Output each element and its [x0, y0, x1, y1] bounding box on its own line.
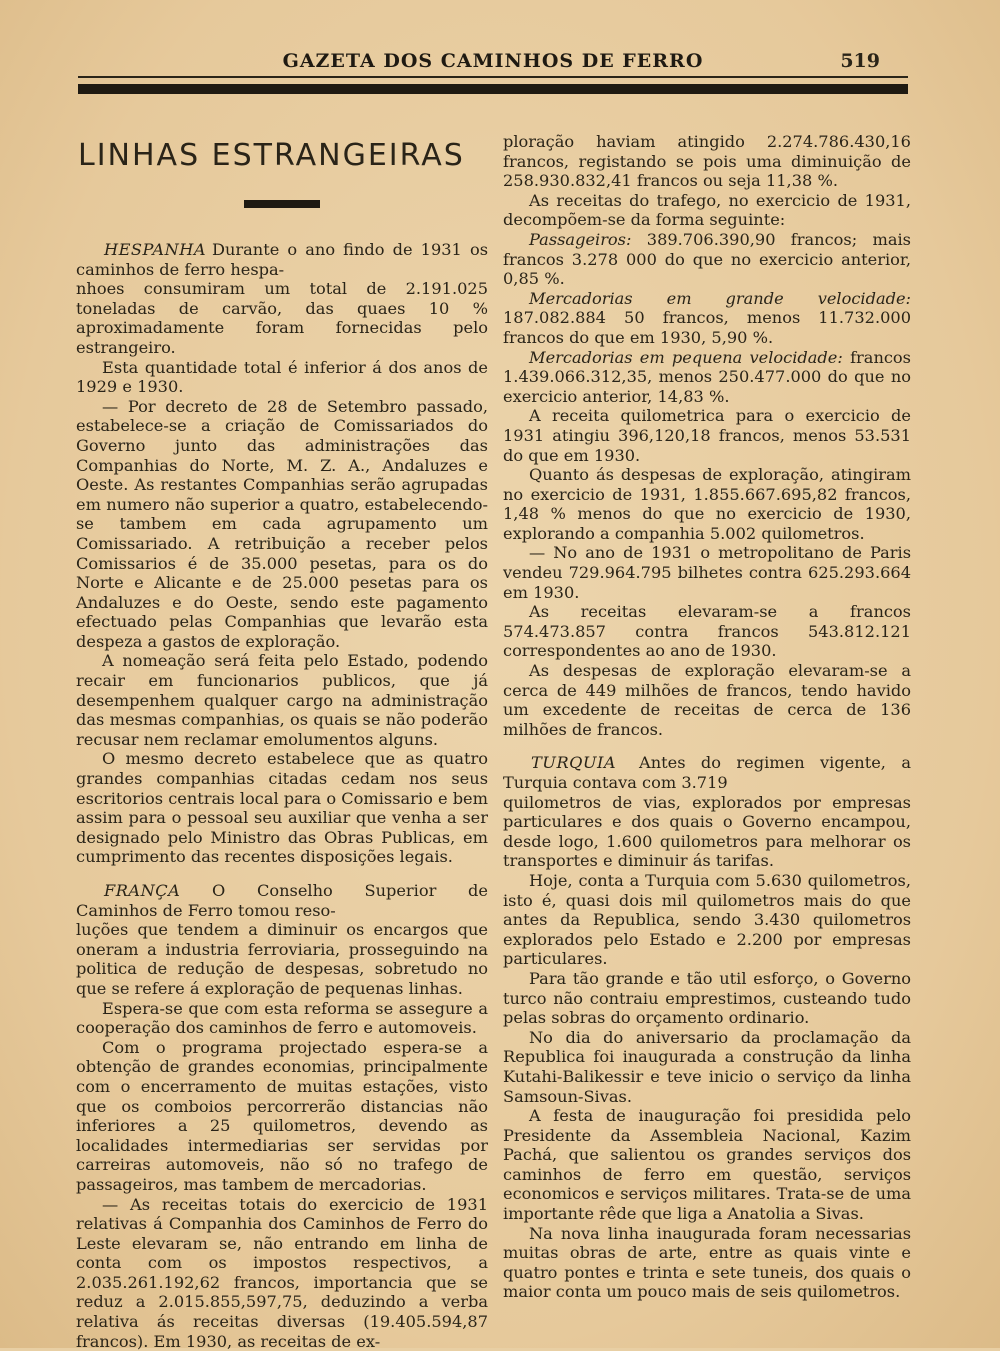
franca-p8: — No ano de 1931 o metropolitano de Paris vendeu 729.964.795 bilhetes contra 625.293.664 em 1930. — [503, 543, 911, 602]
section-hespanha — [76, 240, 488, 867]
turquia-p4: No dia do aniversario da proclamação da Republica foi inaugurada a construção da linha Kutahi-Balikessir e teve inicio o serviço da linha Samsoun-Sivas. — [503, 1028, 911, 1106]
country-label-hespanha: HESPANHA — [76, 240, 212, 260]
franca-p4: — As receitas totais do exercicio de 1931 relativas á Companhia dos Caminhos de Ferro do Leste elevaram se, não entrando em linha de conta com os impostos respectivos, a 2.035.261.192,62 francos, importancia que se reduz a 2.015.855,597,75, deduzindo a verba relativa ás receitas diversas (19.405.594,87 francos). Em 1930, as receitas de ex- — [76, 1195, 488, 1351]
turquia-p1-b: quilometros de vias, explorados por empresas particulares e dos quais o Governo encampou, desde logo, 1.600 quilometros para melhorar os transportes e diminuir ás tarifas. — [503, 793, 911, 871]
turquia-p5: A festa de inauguração foi presidida pelo Presidente da Assembleia Nacional, Kazim Pachá, que salientou os grandes serviços dos caminhos de ferro em questão, serviços economicos e serviços militares. Trata-se de uma importante rêde que liga a Anatolia a Sivas. — [503, 1106, 911, 1224]
franca-p3: Com o programa projectado espera-se a obtenção de grandes economias, principalmente com o encerramento de muitas estações, visto que os comboios percorrerão distancias não inferiores a 25 quilometros, devendo as localidades intermediarias ser servidas por carreiras automoveis, não só no trafego de passageiros, mas tambem de mercadorias. — [76, 1038, 488, 1195]
franca-p6: A receita quilometrica para o exercicio de 1931 atingiu 396,120,18 francos, menos 53.531 do que em 1930. — [503, 406, 911, 465]
hespanha-p1-b: nhoes consumiram um total de 2.191.025 toneladas de carvão, das quaes 10 % aproximadamente foram fornecidas pelo estrangeiro. — [76, 279, 488, 357]
section-turquia — [503, 753, 911, 1302]
turquia-p2: Hoje, conta a Turquia com 5.630 quilometros, isto é, quasi dois mil quilometros mais do que antes da Republica, sendo 3.430 quilometros explorados pelo Estado e 2.200 por empresas particulares. — [503, 871, 911, 969]
grande-velocidade-text: 187.082.884 50 francos, menos 11.732.000 francos do que em 1930, 5,90 %. — [503, 308, 911, 347]
turquia-p6: Na nova linha inaugurada foram necessarias muitas obras de arte, entre as quais vinte e quatro pontes e trinta e sete tuneis, dos quais o maior conta um pouco mais de seis quilometros. — [503, 1224, 911, 1302]
right-column — [503, 132, 911, 1302]
pequena-velocidade-label: Mercadorias em pequena velocidade: — [529, 348, 843, 367]
left-column — [76, 128, 488, 1351]
header-rule-thin — [78, 76, 908, 78]
title-ornament-bar — [244, 200, 320, 208]
franca-p1-a: O Conselho Superior de Caminhos de Ferro tomou reso- — [76, 881, 488, 920]
hespanha-p5: O mesmo decreto estabelece que as quatro grandes companhias citadas cedam nos seus escritorios centrais local para o Comissario e bem assim para o pessoal seu auxiliar que venha a ser designado pelo Ministro das Obras Publicas, em cumprimento das recentes disposições legais. — [76, 749, 488, 867]
pequena-velocidade-text: francos 1.439.066.312,35, menos 250.477.000 do que no exercicio anterior, 14,83 %. — [503, 348, 911, 406]
franca-p10: As despesas de exploração elevaram-se a cerca de 449 milhões de francos, tendo havido um excedente de receitas de cerca de 136 milhões de francos. — [503, 661, 911, 739]
header-rule-thick — [78, 84, 908, 94]
hespanha-p1-a: Durante o ano findo de 1931 os caminhos de ferro hespa- — [76, 240, 488, 279]
franca-p7: Quanto ás despesas de exploração, atingiram no exercicio de 1931, 1.855.667.695,82 francos, 1,48 % menos do que no exercicio de 1930, explorando a companhia 5.002 quilometros. — [503, 465, 911, 543]
hespanha-p3: — Por decreto de 28 de Setembro passado, estabelece-se a criação de Comissariados do Governo junto das administrações das Companhias do Norte, M. Z. A., Andaluzes e Oeste. As restantes Companhias serão agrupadas em numero não superior a quatro, estabelecendo-se tambem em cada agrupamento um Comissariado. A retribuição a receber pelos Comissarios é de 35.000 pesetas, para os do Norte e Alicante e de 25.000 pesetas para os Andaluzes e do Oeste, sendo este pagamento efectuado pelas Companhias que levarão esta despeza a gastos de exploração. — [76, 397, 488, 652]
franca-p1-b: luções que tendem a diminuir os encargos que oneram a industria ferroviaria, prosseguindo na politica de redução de despesas, sobretudo no que se refere á exploração de pequenas linhas. — [76, 920, 488, 998]
franca-p4-continuation: ploração haviam atingido 2.274.786.430,16 francos, registando se pois uma diminuição de 258.930.832,41 francos ou seja 11,38 %. — [503, 132, 911, 191]
hespanha-p4: A nomeação será feita pelo Estado, podendo recair em funcionarios publicos, que já desempenhem qualquer cargo na administração das mesmas companhias, os quais se não poderão recusar nem reclamar emolumentos alguns. — [76, 651, 488, 749]
turquia-p1-a: Antes do regimen vigente, a Turquia contava com 3.719 — [503, 753, 911, 792]
page-header — [78, 50, 908, 74]
page-number: 519 — [840, 50, 880, 72]
hespanha-p2: Esta quantidade total é inferior á dos anos de 1929 e 1930. — [76, 358, 488, 397]
franca-p9: As receitas elevaram-se a francos 574.473.857 contra francos 543.812.121 correspondentes ao ano de 1930. — [503, 602, 911, 661]
turquia-p3: Para tão grande e tão util esforço, o Governo turco não contraiu emprestimos, custeando tudo pelas sobras do orçamento ordinario. — [503, 969, 911, 1028]
section-franca — [76, 881, 488, 1351]
passageiros-label: Passageiros: — [529, 230, 631, 249]
franca-p5: As receitas do trafego, no exercicio de 1931, decompõem-se da forma seguinte: — [503, 191, 911, 230]
article-title: LINHAS ESTRANGEIRAS — [78, 138, 488, 174]
country-label-franca: FRANÇA — [76, 881, 212, 901]
country-label-turquia: TURQUIA — [503, 753, 639, 773]
grande-velocidade-label: Mercadorias em grande velocidade: — [529, 289, 911, 308]
passageiros-text: 389.706.390,90 francos; mais francos 3.278 000 do que no exercicio anterior, 0,85 %. — [503, 230, 911, 288]
franca-p2: Espera-se que com esta reforma se assegure a cooperação dos caminhos de ferro e automoveis. — [76, 999, 488, 1038]
publication-title: GAZETA DOS CAMINHOS DE FERRO — [78, 50, 908, 72]
